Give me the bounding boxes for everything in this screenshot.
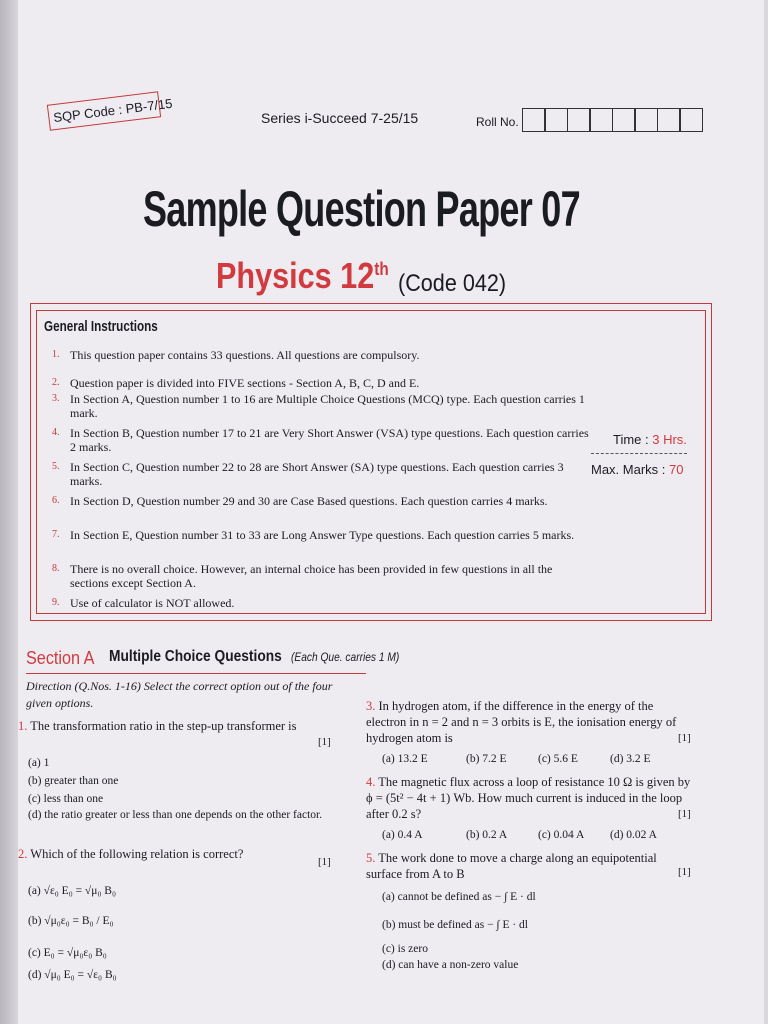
roll-number-label: Roll No.: [476, 115, 519, 129]
roll-number-boxes: [523, 108, 703, 132]
subject-sup: th: [374, 259, 389, 279]
option: (a) 0.4 A: [382, 829, 423, 841]
page-title: Sample Question Paper 07: [143, 181, 580, 237]
question-marks: [1]: [678, 866, 691, 878]
option: (d) the ratio greater or less than one depends on the other factor.: [28, 809, 323, 821]
roll-box: [657, 108, 681, 132]
option: (c) 5.6 E: [538, 753, 578, 765]
option: (d) √μ₀ E₀ = √ε₀ B₀: [28, 969, 117, 981]
sop-code-stamp: SQP Code : PB-7/15: [47, 91, 161, 130]
divider: [591, 453, 687, 454]
question-marks: [1]: [678, 808, 691, 820]
section-a-note: (Each Que. carries 1 M): [291, 650, 400, 664]
option: (a) √ε₀ E₀ = √μ₀ B₀: [28, 885, 116, 897]
option: (d) 3.2 E: [610, 753, 651, 765]
question-5: 5. The work done to move a charge along an equipotential surface from A to B: [366, 851, 657, 881]
roll-box: [522, 108, 546, 132]
section-a-label: Section A: [26, 648, 95, 668]
option: (a) 13.2 E: [382, 753, 428, 765]
question-text: The work done to move a charge along an equipotential surface from A to B: [366, 851, 657, 881]
section-a-title: Multiple Choice Questions: [109, 648, 282, 665]
question-marks: [1]: [318, 736, 331, 748]
max-marks: Max. Marks : 70: [591, 462, 684, 477]
question-text: Which of the following relation is correct?: [30, 847, 244, 861]
option: (b) 0.2 A: [466, 829, 508, 841]
option: (c) less than one: [28, 793, 104, 805]
series-label: Series i-Succeed 7-25/15: [261, 110, 419, 126]
option: (c) is zero: [382, 943, 428, 955]
subject-code: (Code 042): [398, 270, 507, 297]
question-marks: [1]: [318, 856, 331, 868]
option: (c) E₀ = √μ₀ε₀ B₀: [28, 947, 107, 959]
question-2: 2. Which of the following relation is correct?: [18, 847, 244, 861]
option: (b) must be defined as − ∫ E · dl: [382, 919, 529, 931]
roll-box: [589, 108, 613, 132]
option: (a) 1: [28, 757, 50, 769]
question-marks: [1]: [678, 732, 691, 744]
question-3: 3. In hydrogen atom, if the difference in the energy of the electron in n = 2 and n = 3 orbits is E, the ionisation energy of hydrogen atom is: [366, 699, 677, 745]
option: (d) 0.02 A: [610, 829, 657, 841]
option: (b) 7.2 E: [466, 753, 507, 765]
instructions-heading: General Instructions: [44, 318, 158, 335]
question-text: The magnetic flux across a loop of resistance 10 Ω is given by ϕ = (5t² − 4t + 1) Wb. How much current is induced in the loop after 0.2 s?: [366, 775, 691, 821]
question-4: 4. The magnetic flux across a loop of resistance 10 Ω is given by ϕ = (5t² − 4t + 1) Wb. How much current is induced in the loop after 0.2 s?: [366, 775, 691, 821]
option: (a) cannot be defined as − ∫ E · dl: [382, 891, 536, 903]
roll-box: [679, 108, 703, 132]
option: (b) √μ₀ε₀ = B₀ / E₀: [28, 915, 114, 927]
section-divider: [26, 673, 366, 674]
option: (c) 0.04 A: [538, 829, 585, 841]
question-paper-page: SQP Code : PB-7/15 Series i-Succeed 7-25/15 Roll No. Sample Question Paper 07 Physics 12th (Code 042) General Instructions 1. This question paper contains 33 questions. All questions are compulsory. 2. Question paper is divided into FIVE sections - Section A, B, C, D and E. 3. In Section A, Question number 1 to 16 are Multiple Choice Questions (MCQ) type. Each question carries 1 mark. 4. In Section B, Question number 17 to 21 are Very Short Answer (VSA) type questions. Each question carries 2 marks. 5. In Section C, Question number 22 to 28 are Short Answer (SA) type questions. Each question carries 3 marks. 6. In Section D, Question number 29 and 30 are Case Based questions. Each question carries 4 marks. 7. In Section E, Question number 31 to 33 are Long Answer Type questions. Each question carries 5 marks. 8. There is no overall choice. However, an internal choice has been provided in few questions in all the sections except Section A. 9. Use of calculator is NOT allowed. Time : 3 Hrs. Max. Marks : 70 Section A Multiple Choice Questions (Each Que. carries 1 M) Direction (Q.Nos. 1-16) Select the correct option out of the four given options. 1. The transformation ratio in the step-up transformer is [1] (a) 1 (b) greater than one (c) less than one (d) the ratio greater or less than one depends on the other factor. 2. Which of the following relation is correct? [1] (a) √ε₀ E₀ = √μ₀ B₀ (b) √μ₀ε₀ = B₀ / E₀ (c) E₀ = √μ₀ε₀ B₀ (d) √μ₀ E₀ = √ε₀ B₀ 3. In hydrogen atom, if the difference in the energy of the electron in n = 2 and n = 3 orbits is E, the ionisation energy of hydrogen atom is [1] (a) 13.2 E (b) 7.2 E (c) 5.6 E (d) 3.2 E 4. The magnetic flux across a loop of resistance 10 Ω is given by ϕ = (5t² − 4t + 1) Wb. How much current is induced in the loop after 0.2 s? [1] (a) 0.4 A (b) 0.2 A (c) 0.04 A (d) 0.02 A 5. The work done to move a charge along an equipotential surface from A to B [1] (a) cannot be defined as − ∫ E · dl (b) must be defined as − ∫ E · dl (c) is zero (d) can have a non-zero value: [18, 0, 764, 1024]
subject-title: [216, 255, 389, 297]
question-1: 1. The transformation ratio in the step-up transformer is: [18, 719, 297, 733]
subject-name: Physics 12: [216, 255, 375, 296]
roll-box: [634, 108, 658, 132]
option: (d) can have a non-zero value: [382, 959, 519, 971]
roll-box: [544, 108, 568, 132]
option: (b) greater than one: [28, 775, 119, 787]
question-text: In hydrogen atom, if the difference in the energy of the electron in n = 2 and n = 3 orbits is E, the ionisation energy of hydrogen atom is: [366, 699, 677, 745]
roll-box: [567, 108, 591, 132]
roll-box: [612, 108, 636, 132]
question-text: The transformation ratio in the step-up transformer is: [30, 719, 297, 733]
time-allowed: Time : 3 Hrs.: [613, 432, 687, 447]
section-direction: Direction (Q.Nos. 1-16) Select the correct option out of the four given options.: [26, 679, 333, 710]
